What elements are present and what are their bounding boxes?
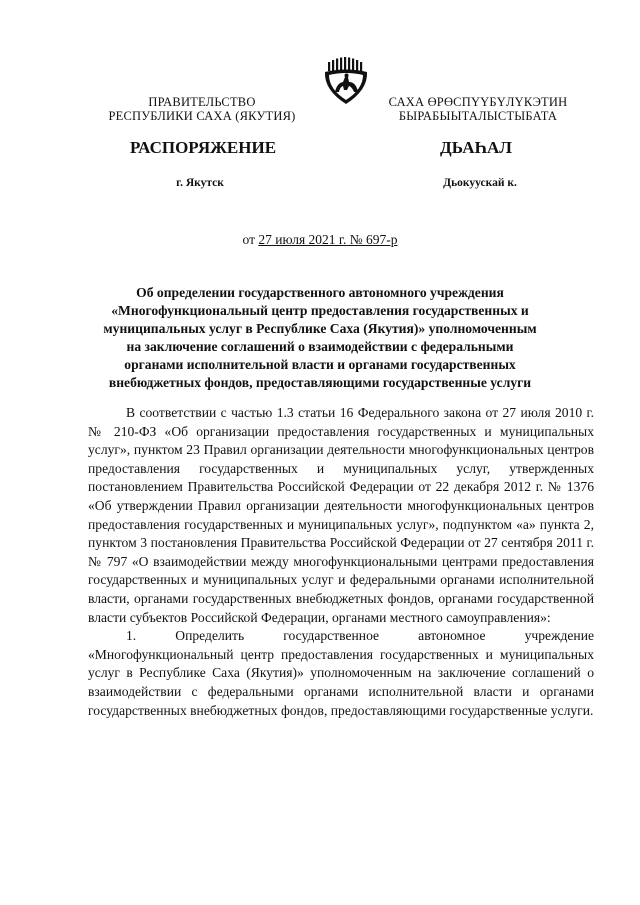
body-paragraph-item-1: 1. Определить государственное автономное учреждение «Многофункциональный центр предоставления государственных и муниципальных услуг в Республике Саха (Якутия)» уполномоченным на заключение соглашений о взаимодействии с федеральными органами исполнительной власти и органами государственных внебюджетных фондов, предоставляющими государственные услуги. <box>88 628 594 718</box>
issuer-russian <box>108 95 296 123</box>
issuer-russian-line2: РЕСПУБЛИКИ САХА (ЯКУТИЯ) <box>108 109 296 123</box>
issuer-sakha <box>362 95 594 123</box>
city-sakha: Дьокуускай к. <box>443 177 517 189</box>
doc-type-russian: РАСПОРЯЖЕНИЕ <box>129 138 277 157</box>
document-date: 27 июля 2021 г. <box>258 232 347 247</box>
date-and-number <box>0 232 640 248</box>
document-body <box>88 404 594 720</box>
document-number: 697-р <box>365 232 398 247</box>
doc-type-sakha: ДЬАҺАЛ <box>440 138 512 157</box>
number-sign: № <box>346 232 366 247</box>
body-paragraph-preamble: В соответствии с частью 1.3 статьи 16 Федерального закона от 27 июля 2010 г. № 210-ФЗ «Об организации предоставления государственных и муниципальных услуг», пунктом 23 Правил организации деятельности многофункциональных центров предоставления государственных и муниципальных услуг, утвержденных постановлением Правительства Российской Федерации от 22 декабря 2012 г. № 1376 «Об утверждении Правил организации деятельности многофункциональных центров предоставления государственных и муниципальных услуг», подпунктом «а» пункта 2, пунктом 3 постановления Правительства Российской Федерации от 27 сентября 2011 г. № 797 «О взаимодействии между многофункциональными центрами предоставления государственных и муниципальных услуг и федеральными органами исполнительной власти, органами государственных внебюджетных фондов, органами государственной власти субъектов Российской Федерации, органами местного самоуправления»: <box>88 405 594 625</box>
date-prefix: от <box>242 232 259 247</box>
issuer-sakha-line1: САХА ӨРӨСПҮҮБҮЛҮКЭТИН <box>388 95 568 109</box>
issuer-sakha-line2: БЫРАБЫЫТАЛЫСТЫБАТА <box>398 109 558 123</box>
city-russian: г. Якутск <box>176 177 224 189</box>
document-title: Об определении государственного автономного учреждения «Многофункциональный центр предоставления государственных и муниципальных услуг в Республике Саха (Якутия)» уполномоченным на заключение соглашений о взаимодействии с федеральными органами исполнительной власти и органами государственных внебюджетных фондов, предоставляющими государственные услуги <box>103 285 537 390</box>
issuer-russian-line1: ПРАВИТЕЛЬСТВО <box>148 95 256 109</box>
